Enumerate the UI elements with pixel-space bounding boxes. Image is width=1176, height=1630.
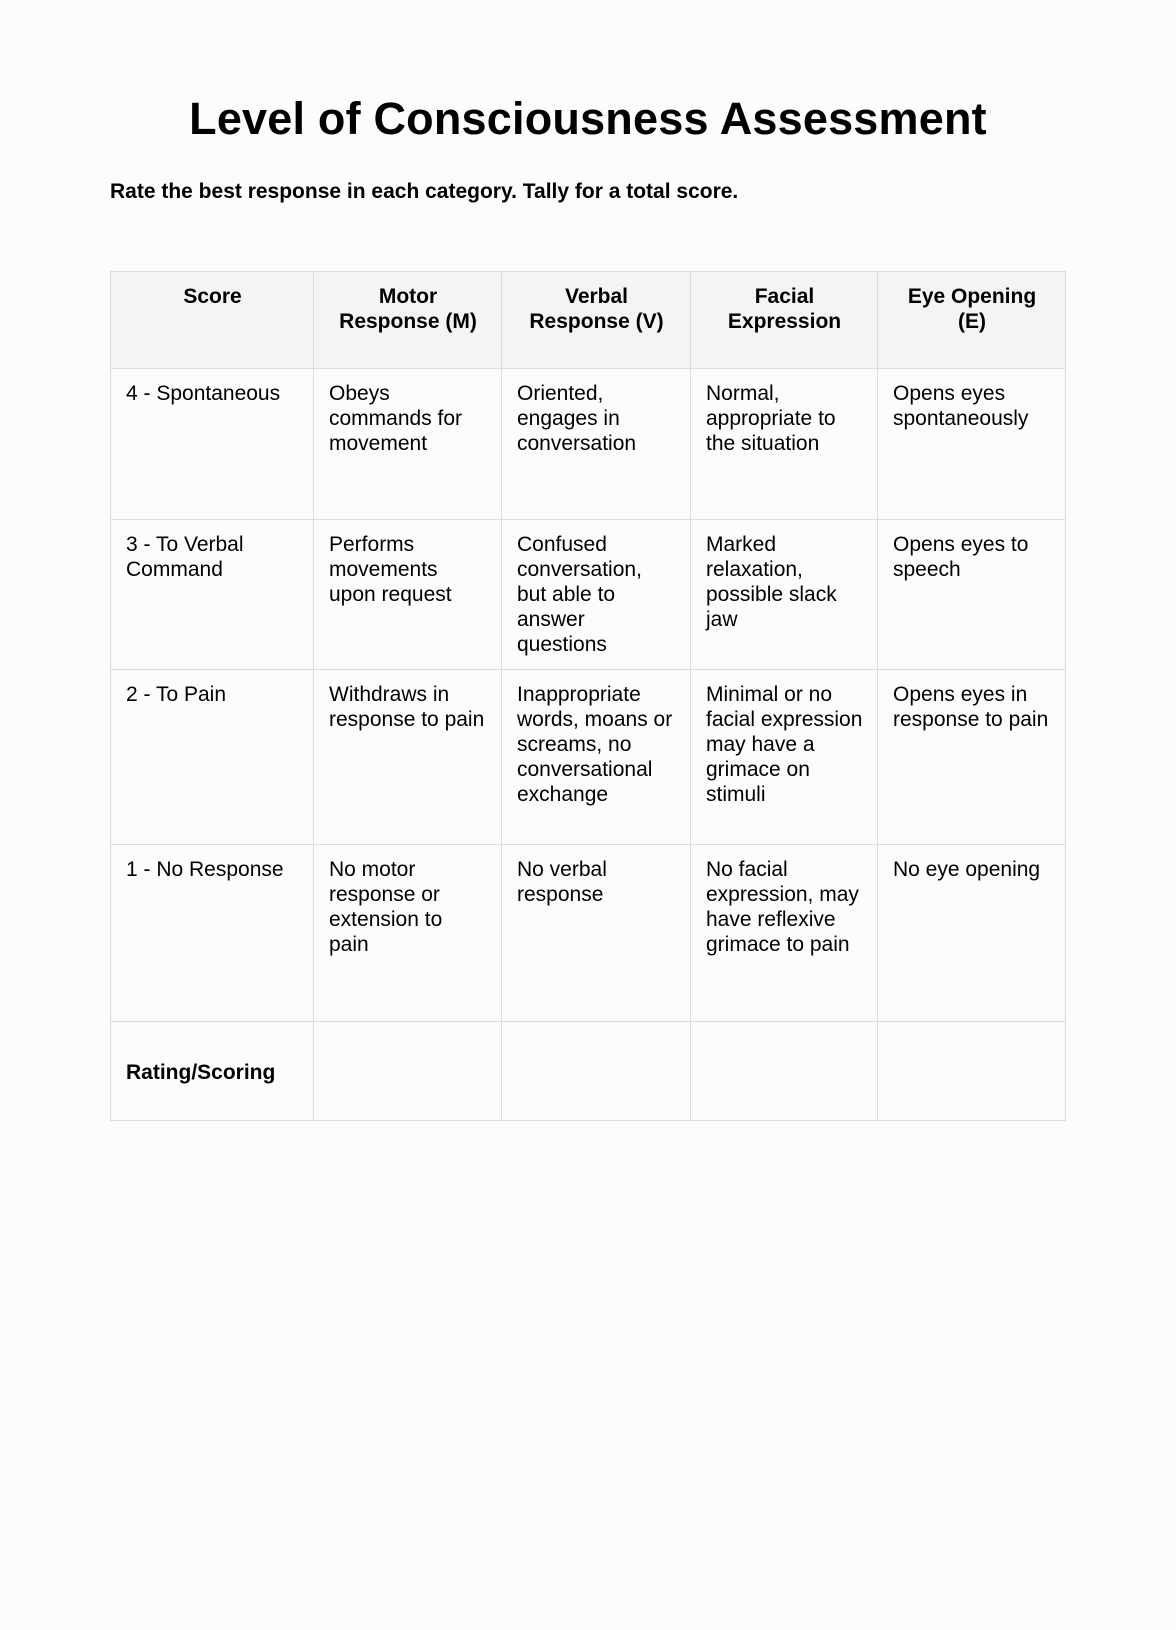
header-verbal-response: Verbal Response (V) (502, 272, 691, 369)
instructions: Rate the best response in each category. Tally for a total score. (110, 180, 739, 203)
rating-motor-field[interactable] (314, 1022, 502, 1121)
score-cell: 2 - To Pain (111, 670, 314, 845)
verbal-cell: Inappropriate words, moans or screams, no conversational exchange (502, 670, 691, 845)
table-row (111, 670, 1066, 845)
verbal-cell: Oriented, engages in conversation (502, 369, 691, 520)
motor-cell: Obeys commands for movement (314, 369, 502, 520)
header-facial-expression: Facial Expression (691, 272, 878, 369)
score-cell: 4 - Spontaneous (111, 369, 314, 520)
eye-cell: Opens eyes in response to pain (878, 670, 1066, 845)
eye-cell: No eye opening (878, 845, 1066, 1022)
score-cell: 1 - No Response (111, 845, 314, 1022)
assessment-table (110, 271, 1066, 1121)
page-title: Level of Consciousness Assessment (189, 93, 987, 144)
verbal-cell: No verbal response (502, 845, 691, 1022)
rating-facial-field[interactable] (691, 1022, 878, 1121)
score-cell: 3 - To Verbal Command (111, 520, 314, 670)
motor-cell: No motor response or extension to pain (314, 845, 502, 1022)
verbal-cell: Confused conversation, but able to answer questions (502, 520, 691, 670)
table-row (111, 369, 1066, 520)
table-row (111, 845, 1066, 1022)
header-motor-response: Motor Response (M) (314, 272, 502, 369)
motor-cell: Performs movements upon request (314, 520, 502, 670)
table-row (111, 520, 1066, 670)
motor-cell: Withdraws in response to pain (314, 670, 502, 845)
facial-cell: No facial expression, may have reflexive grimace to pain (691, 845, 878, 1022)
facial-cell: Minimal or no facial expression may have a grimace on stimuli (691, 670, 878, 845)
facial-cell: Marked relaxation, possible slack jaw (691, 520, 878, 670)
rating-label: Rating/Scoring (111, 1022, 314, 1121)
rating-row (111, 1022, 1066, 1121)
eye-cell: Opens eyes spontaneously (878, 369, 1066, 520)
rating-eye-field[interactable] (878, 1022, 1066, 1121)
eye-cell: Opens eyes to speech (878, 520, 1066, 670)
header-row (111, 272, 1066, 369)
rating-verbal-field[interactable] (502, 1022, 691, 1121)
header-score: Score (111, 272, 314, 369)
facial-cell: Normal, appropriate to the situation (691, 369, 878, 520)
header-eye-opening: Eye Opening (E) (878, 272, 1066, 369)
